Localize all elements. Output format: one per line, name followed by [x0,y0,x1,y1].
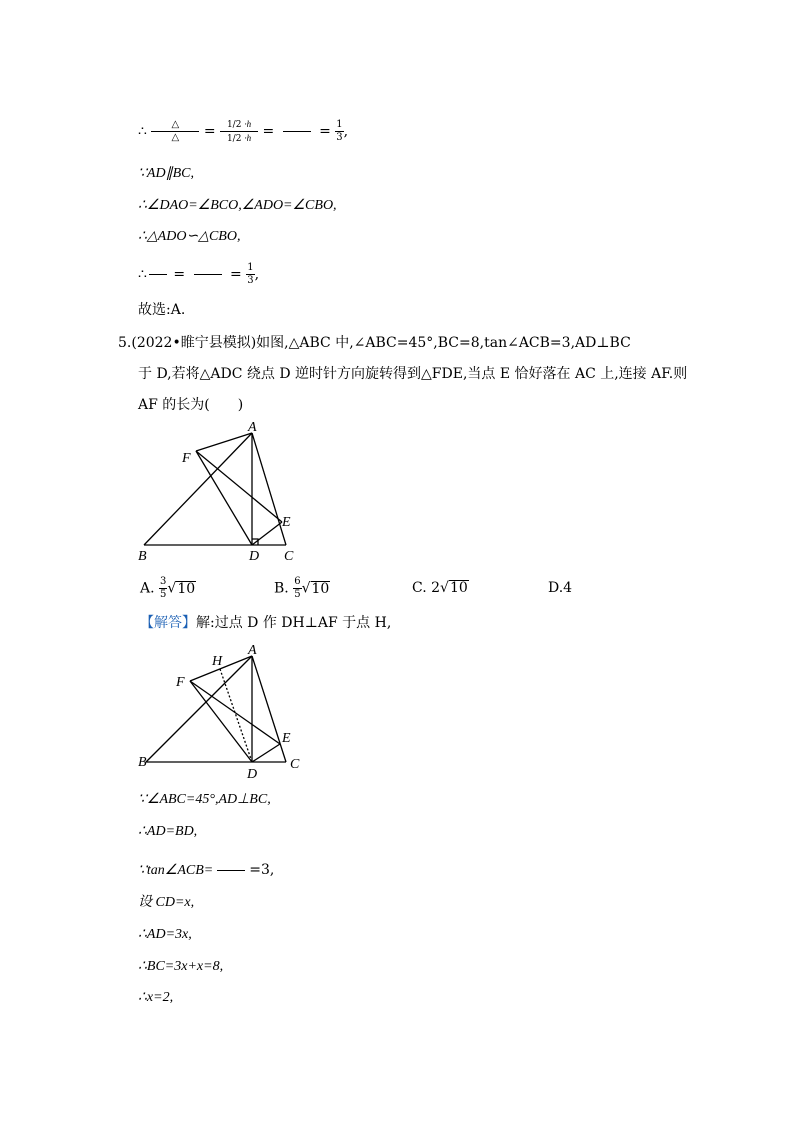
label-A: A [248,643,257,658]
label-E: E [282,515,291,530]
segment-BA [146,656,252,762]
segment-AC [252,433,286,545]
triangle-area-fraction: $\frac{\triangle}{\triangle}$ [151,119,199,144]
segment-FE [190,681,280,744]
solution-step-2: ∴AD=BD, [138,824,198,839]
solution-step-6: ∴BC=3x+x=8, [138,959,224,974]
segment-FD [190,681,252,762]
therefore-symbol: ∴ [138,123,147,140]
option-d[interactable]: D.4 [548,580,573,596]
label-B: B [138,549,147,564]
blank-fraction-bar [283,131,311,132]
label-B: B [138,755,147,770]
solution-step-3: ∵tan∠ACB= =3, [138,862,275,878]
label-H: H [212,654,223,669]
segment-DE [252,522,282,545]
label-F: F [176,675,185,690]
question-line-3: AF 的长为( ) [138,397,244,413]
option-b[interactable]: B. $\frac{6}{5}$ √10 [274,576,330,600]
label-A: A [248,420,257,435]
geometry-figure-2 [130,638,310,786]
label-C: C [284,549,294,564]
segment-AC [252,656,286,762]
label-D: D [249,549,260,564]
solution-step-1: ∵∠ABC=45°,AD⊥BC, [138,792,271,807]
answer-tag: 【解答】 [140,615,196,631]
option-c[interactable]: C. 2√10 [412,580,468,596]
segment-DE [252,744,280,762]
angle-equality-statement: ∴∠DAO=∠BCO,∠ADO=∠CBO, [138,198,337,213]
option-a[interactable]: A. $\frac{3}{5}$ √10 [140,576,196,600]
solution-step-4: 设 CD=x, [138,895,195,910]
one-third-fraction: $\frac{1}{3}$ [247,262,254,286]
segment-FD [196,451,252,545]
solution-step-5: ∴AD=3x, [138,927,192,942]
parallel-statement: ∵AD∥BC, [138,166,194,181]
ratio-line-2: ∴ = = $\frac{1}{3}$ , [138,262,260,286]
geometry-figure-1 [130,418,310,568]
question-line-2: 于 D,若将△ADC 绕点 D 逆时针方向旋转得到△FDE,当点 E 恰好落在 AC 上,连接 AF.则 [138,366,688,382]
label-D: D [247,767,258,782]
solution-step-7: ∴x=2, [138,990,174,1005]
label-C: C [290,757,300,772]
question-line-1: 5.(2022•睢宁县模拟)如图,△ABC 中,∠ABC=45°,BC=8,tan∠ACB=3,AD⊥BC [118,335,631,351]
one-third-fraction: $\frac{1}{3}$ [336,119,343,143]
segment-FE [196,451,282,522]
area-formula-fraction: $\frac{1/2 \cdot h}{1/2 \cdot h}$ [220,118,258,145]
label-F: F [182,451,191,466]
solution-intro: 【解答】解:过点 D 作 DH⊥AF 于点 H, [140,615,392,631]
similar-triangles-statement: ∴△ADO∽△CBO, [138,229,241,244]
answer-choice-line: 故选:A. [138,302,186,318]
label-E: E [282,731,291,746]
ratio-line-1: ∴ $\frac{\triangle}{\triangle}$ = $\frac{1/2 \cdot h}{1/2 \cdot h}$ = = $\frac{1}{3}$ , [138,119,349,144]
